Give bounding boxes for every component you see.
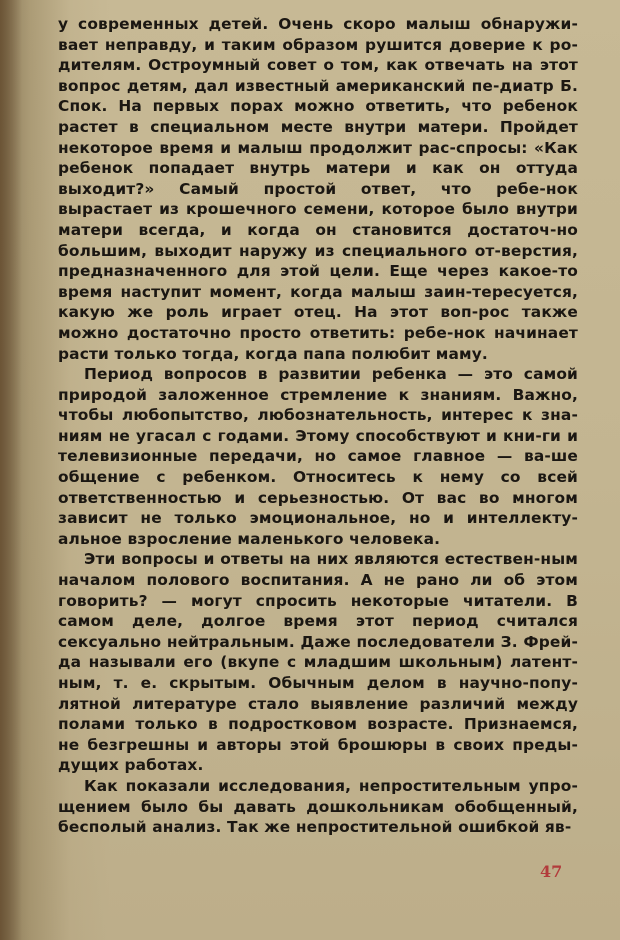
body-text <box>58 14 578 838</box>
page-number: 47 <box>540 862 563 881</box>
paragraph: у современных детей. Очень скоро малыш обнаружи-вает неправду, и таким образом рушится доверие к ро-дителям. Остроумный совет о том, как отвечать на этот вопрос детям, дал известный американский пе-диатр Б. Спок. На первых порах можно ответить, что ребенок растет в специальном месте внутри матери. Пройдет некоторое время и малыш продолжит рас-спросы: «Как ребенок попадает внутрь матери и как он оттуда выходит?» Самый простой ответ, что ребе-нок вырастает из крошечного семени, которое было внутри матери всегда, и когда он становится достаточ-но большим, выходит наружу из специального от-верстия, предназначенного для этой цели. Еще через какое-то время наступит момент, когда малыш заин-тересуется, какую же роль играет отец. На этот воп-рос также можно достаточно просто ответить: ребе-нок начинает расти только тогда, когда папа полюбит маму. <box>58 15 578 363</box>
paragraph: Как показали исследования, непростительным упро-щением было бы давать дошкольникам обобщенный, бесполый анализ. Так же непростительной ошибкой яв- <box>58 776 578 837</box>
book-spine-shadow <box>0 0 22 940</box>
paragraph: Эти вопросы и ответы на них являются естествен-ным началом полового воспитания. А не рано ли об этом говорить? — могут спросить некоторые читатели. В самом деле, долгое время этот период считался сексуально нейтральным. Даже последователи З. Фрей-да называли его (вкупе с младшим школьным) латент-ным, т. е. скрытым. Обычным делом в научно-попу-лятной литературе стало выявление различий между полами только в подростковом возрасте. Признаемся, не безгрешны и авторы этой брошюры в своих преды-дущих работах. <box>58 550 578 775</box>
paragraph: Период вопросов в развитии ребенка — это самой природой заложенное стремление к знаниям. Важно, чтобы любопытство, любознательность, интерес к зна-ниям не угасал с годами. Этому способствуют и кни-ги и телевизионные передачи, но самое главное — ва-ше общение с ребенком. Относитесь к нему со всей ответственностью и серьезностью. От вас во многом зависит не только эмоциональное, но и интеллекту-альное взросление маленького человека. <box>58 365 578 548</box>
